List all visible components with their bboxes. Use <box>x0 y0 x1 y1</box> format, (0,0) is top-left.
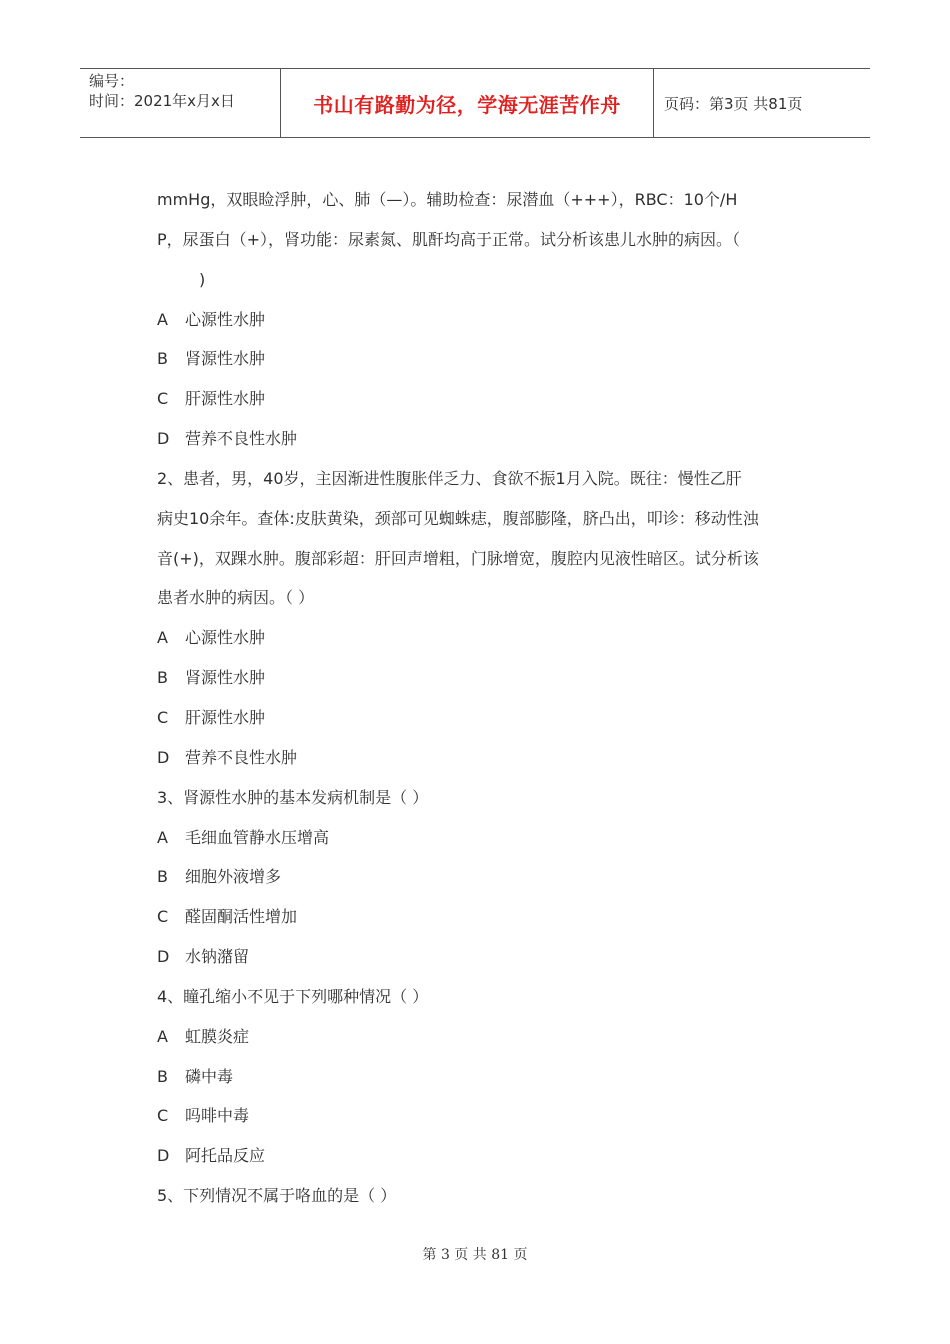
page-header <box>80 68 870 138</box>
option-letter: A <box>157 309 168 329</box>
option-letter: B <box>157 867 168 887</box>
option-letter: B <box>157 1066 168 1086</box>
option-item <box>157 1136 807 1176</box>
option-text: 毛细血管静水压增高 <box>185 827 330 847</box>
option-letter: A <box>157 827 168 847</box>
option-letter: C <box>157 1106 169 1126</box>
number-label: 编号： <box>89 72 135 90</box>
option-text: 肾源性水肿 <box>185 349 266 369</box>
option-text: 醛固酮活性增加 <box>185 907 298 927</box>
text-line: mmHg，双眼睑浮肿，心、肺（—）。辅助检查：尿潜血（+++），RBC：10个/H <box>157 190 738 209</box>
option-text: 水钠潴留 <box>185 947 250 967</box>
option-letter: C <box>157 389 169 409</box>
option-text: 细胞外液增多 <box>185 867 282 887</box>
option-item <box>157 857 807 897</box>
option-item <box>157 339 807 379</box>
option-text: 营养不良性水肿 <box>185 747 298 767</box>
option-letter: B <box>157 668 168 688</box>
option-letter: C <box>157 907 169 927</box>
option-letter: A <box>157 628 168 648</box>
question-line: 音(+)，双踝水肿。腹部彩超：肝回声增粗，门脉增宽，腹腔内见液性暗区。试分析该 <box>157 548 759 568</box>
option-item <box>157 618 807 658</box>
option-item <box>157 738 807 778</box>
option-letter: D <box>157 429 170 449</box>
question-line: 4、瞳孔缩小不见于下列哪种情况（ ） <box>157 986 429 1006</box>
option-text: 肾源性水肿 <box>185 668 266 688</box>
option-text: 阿托品反应 <box>185 1146 266 1166</box>
option-text: 虹膜炎症 <box>185 1026 250 1046</box>
question-line: 患者水肿的病因。（ ） <box>157 588 315 608</box>
option-text: 吗啡中毒 <box>185 1106 250 1126</box>
option-item <box>157 300 807 340</box>
option-text: 磷中毒 <box>185 1066 234 1086</box>
option-item <box>157 818 807 858</box>
text-line: ) <box>199 269 206 289</box>
question-line: 2、患者，男，40岁，主因渐进性腹胀伴乏力、食欲不振1月入院。既往：慢性乙肝 <box>157 468 742 488</box>
option-item <box>157 937 807 977</box>
option-item <box>157 1017 807 1057</box>
question-line: 病史10余年。查体:皮肤黄染，颈部可见蜘蛛痣，腹部膨隆，脐凸出，叩诊：移动性浊 <box>157 508 759 528</box>
option-text: 肝源性水肿 <box>185 707 266 727</box>
option-item <box>157 419 807 459</box>
header-motto: 书山有路勤为径，学海无涯苦作舟 <box>281 69 654 137</box>
option-letter: D <box>157 747 170 767</box>
header-meta <box>80 69 281 137</box>
option-text: 肝源性水肿 <box>185 389 266 409</box>
option-letter: B <box>157 349 168 369</box>
option-text: 心源性水肿 <box>185 309 266 329</box>
page-footer: 第 3 页 共 81 页 <box>422 1247 528 1263</box>
question-line: 5、下列情况不属于咯血的是（ ） <box>157 1186 397 1206</box>
option-item <box>157 379 807 419</box>
header-page-info: 页码：第3页 共81页 <box>664 94 803 113</box>
option-item <box>157 897 807 937</box>
question-line: 3、肾源性水肿的基本发病机制是（ ） <box>157 787 429 807</box>
option-letter: A <box>157 1026 168 1046</box>
option-text: 心源性水肿 <box>185 628 266 648</box>
option-item <box>157 1096 807 1136</box>
time-label: 时间：2021年x月x日 <box>89 92 235 110</box>
option-text: 营养不良性水肿 <box>185 429 298 449</box>
option-letter: C <box>157 707 169 727</box>
text-line: P，尿蛋白（+），肾功能：尿素氮、肌酐均高于正常。试分析该患儿水肿的病因。（ <box>157 229 741 249</box>
option-item <box>157 1057 807 1097</box>
document-body <box>157 180 807 1216</box>
option-letter: D <box>157 947 170 967</box>
option-letter: D <box>157 1146 170 1166</box>
option-item <box>157 658 807 698</box>
option-item <box>157 698 807 738</box>
